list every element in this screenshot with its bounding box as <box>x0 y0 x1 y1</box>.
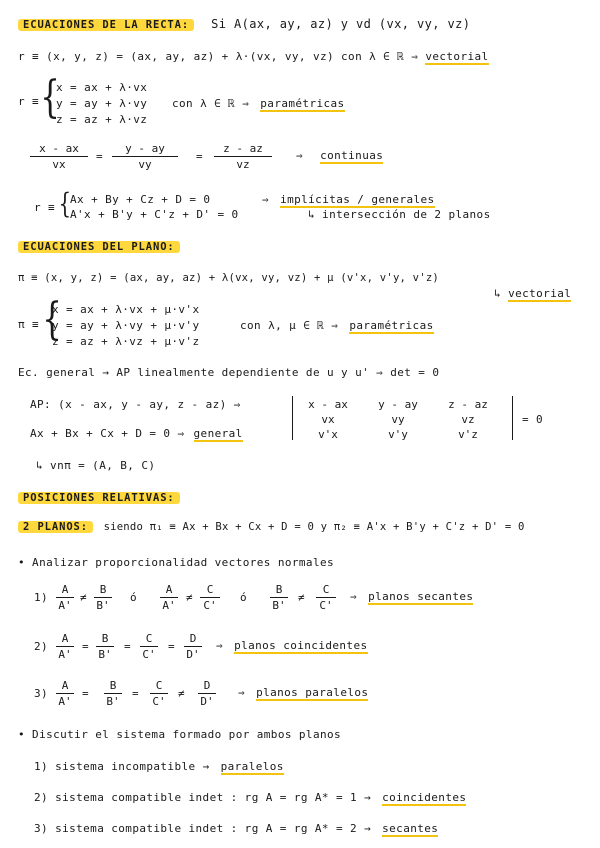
recta-cont-frac-x <box>30 142 88 171</box>
recta-header: ECUACIONES DE LA RECTA: <box>18 19 194 31</box>
case1-frac-b-den: B' <box>96 599 110 612</box>
sistema-1-line <box>34 760 284 773</box>
case1-or1: ó <box>130 591 138 604</box>
case2-arrow: ⇒ <box>216 639 224 652</box>
case3-frac-a <box>56 679 74 708</box>
recta-impl-brace: { <box>58 187 72 220</box>
case3-frac-b-den: B' <box>106 695 120 708</box>
case3-result <box>238 686 368 699</box>
det-m11: x - ax <box>308 398 348 411</box>
posiciones-header: POSICIONES RELATIVAS: <box>18 492 180 504</box>
plano-param-y: y = ay + λ·vy + μ·v'y <box>52 319 200 332</box>
sistema-2-text: 2) sistema compatible indet : rg A = rg A* = 1 → <box>34 791 372 804</box>
case3-frac-b-num: B <box>104 679 122 694</box>
case1-frac-e <box>270 583 288 612</box>
recta-impl-label: implícitas / generales <box>280 193 435 206</box>
impl-arrow: ⇒ <box>262 193 270 206</box>
case1-frac-e-num: B <box>270 583 288 598</box>
det-m23: vz <box>461 413 475 426</box>
recta-param-cond: con λ ∈ ℝ ⇒ <box>172 97 250 110</box>
cont-numerator-y: y - ay <box>112 142 178 157</box>
recta-param-label: paramétricas <box>260 97 345 110</box>
plano-vectorial-eq: π ≡ (x, y, z) = (ax, ay, az) + λ(vx, vy, vz) + μ (v'x, v'y, v'z) <box>18 272 439 284</box>
det-m13: z - az <box>448 398 488 411</box>
sistema-3-label: secantes <box>382 822 439 835</box>
case1-op2: ≠ <box>186 591 194 604</box>
case3-frac-c-num: C <box>150 679 168 694</box>
plano-general-eq: Ax + Bx + Cx + D = 0 ⇒ <box>30 427 185 440</box>
recta-cont-frac-y <box>112 142 178 171</box>
plano-vectorial-label: vectorial <box>508 287 572 300</box>
plano-param-x: x = ax + λ·vx + μ·v'x <box>52 303 200 316</box>
recta-section <box>18 17 470 31</box>
case3-frac-d-den: D' <box>200 695 214 708</box>
case3-op1: = <box>82 687 90 700</box>
case2-frac-d-den: D' <box>186 648 200 661</box>
recta-vectorial-eq: r ≡ (x, y, z) = (ax, ay, az) + λ·(vx, vy, vz) con λ ∈ ℝ ⇒ <box>18 50 419 63</box>
plano-section <box>18 240 180 253</box>
case2-frac-b-num: B <box>96 632 114 647</box>
case1-frac-f <box>316 583 336 612</box>
case1-frac-c-den: A' <box>162 599 176 612</box>
case1-frac-b-num: B <box>94 583 112 598</box>
case1-frac-f-den: C' <box>319 599 333 612</box>
case2-op3: = <box>168 640 176 653</box>
plano-vectorial-hook: ↳ <box>494 287 502 300</box>
plano-param-line <box>240 319 434 332</box>
sistema-1-label: paralelos <box>220 760 284 773</box>
recta-param-line <box>172 97 345 110</box>
case3-frac-b <box>104 679 122 708</box>
case1-frac-d-den: C' <box>203 599 217 612</box>
case3-arrow: ⇒ <box>238 686 246 699</box>
plano-vectorial-line <box>494 287 571 300</box>
sistema-2-line <box>34 791 466 804</box>
recta-param-brace: { <box>40 72 60 123</box>
recta-vectorial-label: vectorial <box>425 50 489 63</box>
case1-arrow: ⇒ <box>350 590 358 603</box>
recta-cont-frac-z <box>214 142 272 171</box>
case1-frac-f-num: C <box>316 583 336 598</box>
case3-frac-d <box>198 679 216 708</box>
plano-general-note: Ec. general → AP linealmente dependiente de u y u' ⇒ det = 0 <box>18 366 440 379</box>
cont-denominator-x: vx <box>52 158 66 171</box>
cont-denominator-z: vz <box>236 158 250 171</box>
case1-frac-e-den: B' <box>272 599 286 612</box>
case1-label: planos secantes <box>368 590 474 603</box>
case2-result <box>216 639 368 652</box>
recta-param-prefix: r ≡ <box>18 95 40 108</box>
cont-numerator-z: z - az <box>214 142 272 157</box>
case1-result <box>350 590 473 603</box>
bullet-proporcionalidad: • Analizar proporcionalidad vectores normales <box>18 556 335 569</box>
cont-denominator-y: vy <box>138 158 152 171</box>
recta-impl-note: ↳ intersección de 2 planos <box>308 208 491 221</box>
det-m32: v'y <box>388 428 408 441</box>
recta-vectorial-line <box>18 50 489 63</box>
recta-cont-line <box>296 149 383 162</box>
case2-frac-c <box>140 632 158 661</box>
cont-numerator-x: x - ax <box>30 142 88 157</box>
bullet-discutir: • Discutir el sistema formado por ambos planos <box>18 728 342 741</box>
det-m33: v'z <box>458 428 478 441</box>
det-m22: vy <box>391 413 405 426</box>
case2-frac-a-num: A <box>56 632 74 647</box>
case1-frac-a-den: A' <box>58 599 72 612</box>
plano-param-brace: { <box>42 294 62 345</box>
case2-op1: = <box>82 640 90 653</box>
case1-frac-c-num: A <box>160 583 178 598</box>
sistema-1-text: 1) sistema incompatible → <box>34 760 210 773</box>
case3-label: planos paralelos <box>256 686 369 699</box>
recta-impl-eq1: Ax + By + Cz + D = 0 <box>70 193 211 206</box>
det-left-bar <box>292 396 293 440</box>
det-m21: vx <box>321 413 335 426</box>
case2-frac-a-den: A' <box>58 648 72 661</box>
plano-general-line <box>30 427 243 440</box>
case1-frac-a-num: A <box>56 583 74 598</box>
recta-param-z: z = az + λ·vz <box>56 113 148 126</box>
case1-op3: ≠ <box>298 591 306 604</box>
dos-planos-line <box>18 521 525 533</box>
case3-frac-c-den: C' <box>152 695 166 708</box>
plano-ap-eq: AP: (x - ax, y - ay, z - az) ⇒ <box>30 398 241 411</box>
recta-impl-prefix: r ≡ <box>34 201 56 214</box>
case1-or2: ó <box>240 591 248 604</box>
case1-frac-b <box>94 583 112 612</box>
sistema-2-label: coincidentes <box>382 791 467 804</box>
case3-frac-a-num: A <box>56 679 74 694</box>
det-m12: y - ay <box>378 398 418 411</box>
case3-op2: = <box>132 687 140 700</box>
plano-param-cond: con λ, μ ∈ ℝ ⇒ <box>240 319 339 332</box>
case1-op1: ≠ <box>80 591 88 604</box>
case2-number: 2) <box>34 640 49 653</box>
recta-param-y: y = ay + λ·vy <box>56 97 148 110</box>
case1-frac-c <box>160 583 178 612</box>
det-equals-zero: = 0 <box>522 413 544 426</box>
case2-frac-c-num: C <box>140 632 158 647</box>
plano-param-prefix: π ≡ <box>18 318 40 331</box>
case2-frac-c-den: C' <box>142 648 156 661</box>
dos-planos-header: 2 PLANOS: <box>18 521 93 533</box>
case2-frac-d-num: D <box>184 632 202 647</box>
case1-frac-a <box>56 583 74 612</box>
plano-param-label: paramétricas <box>349 319 434 332</box>
recta-header-note: Si A(ax, ay, az) y vd (vx, vy, vz) <box>211 17 471 31</box>
cont-equals-2: = <box>196 150 204 163</box>
posiciones-section <box>18 491 180 504</box>
case1-number: 1) <box>34 591 49 604</box>
case1-frac-d-num: C <box>200 583 220 598</box>
plano-general-label: general <box>193 427 243 440</box>
case2-frac-b-den: B' <box>98 648 112 661</box>
recta-cont-label: continuas <box>320 149 384 162</box>
case1-frac-d <box>200 583 220 612</box>
case2-op2: = <box>124 640 132 653</box>
dos-planos-note: siendo π₁ ≡ Ax + Bx + Cx + D = 0 y π₂ ≡ A'x + B'y + C'z + D' = 0 <box>103 521 525 533</box>
case2-frac-a <box>56 632 74 661</box>
case3-op3: ≠ <box>178 687 186 700</box>
recta-param-x: x = ax + λ·vx <box>56 81 148 94</box>
recta-impl-eq2: A'x + B'y + C'z + D' = 0 <box>70 208 239 221</box>
case3-frac-c <box>150 679 168 708</box>
case2-frac-d <box>184 632 202 661</box>
case2-label: planos coincidentes <box>234 639 368 652</box>
det-right-bar <box>512 396 513 440</box>
plano-header: ECUACIONES DEL PLANO: <box>18 241 180 253</box>
plano-normal-vector: ↳ vnπ = (A, B, C) <box>36 459 156 472</box>
sistema-3-line <box>34 822 438 835</box>
det-m31: v'x <box>318 428 338 441</box>
cont-arrow: ⇒ <box>296 149 304 162</box>
case2-frac-b <box>96 632 114 661</box>
recta-impl-line <box>262 193 435 206</box>
sistema-3-text: 3) sistema compatible indet : rg A = rg A* = 2 → <box>34 822 372 835</box>
cont-equals-1: = <box>96 150 104 163</box>
case3-frac-d-num: D <box>198 679 216 694</box>
plano-param-z: z = az + λ·vz + μ·v'z <box>52 335 200 348</box>
case3-number: 3) <box>34 687 49 700</box>
case3-frac-a-den: A' <box>58 695 72 708</box>
